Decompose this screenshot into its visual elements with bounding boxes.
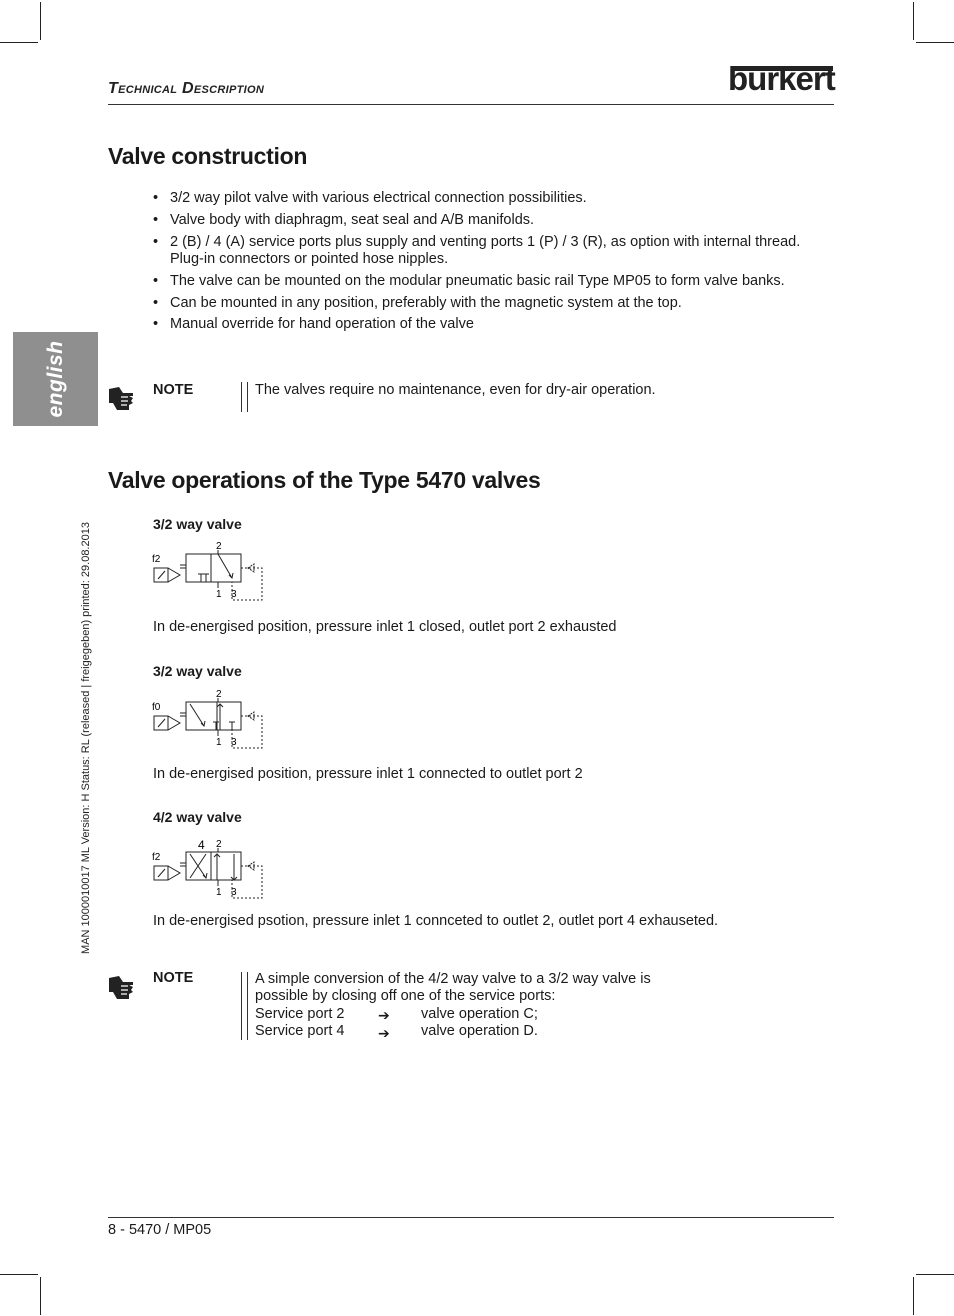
note-text-line: A simple conversion of the 4/2 way valve to a 3/2 way valve is — [255, 971, 651, 987]
crop-mark — [0, 42, 38, 43]
list-item: • 2 (B) / 4 (A) service ports plus supply and venting ports 1 (P) / 3 (R), as option with internal thread. Plug-in connectors or pointed hose nipples. — [153, 234, 833, 269]
port-label-1: 1 — [216, 887, 222, 898]
port-label-3: 3 — [231, 589, 237, 600]
list-item: • 3/2 way pilot valve with various electrical connection possibilities. — [153, 190, 833, 208]
crop-mark — [0, 1274, 38, 1275]
port-label-left: f2 — [152, 852, 161, 863]
language-tab-label: english — [43, 340, 67, 418]
crop-mark — [40, 1277, 41, 1315]
note-divider — [241, 382, 248, 412]
note-divider — [241, 972, 248, 1040]
note-label: NOTE — [153, 970, 194, 986]
valve-description: In de-energised psotion, pressure inlet 1 connceted to outlet 2, outlet port 4 exhauseted. — [153, 913, 719, 929]
valve-heading: 3/2 way valve — [153, 663, 242, 679]
port-label-1: 1 — [216, 589, 222, 600]
header-rule — [108, 104, 834, 105]
construction-bullets — [153, 190, 833, 338]
valve-symbol-4-2 — [150, 836, 270, 904]
port-label-top: 2 — [216, 839, 222, 850]
crop-mark — [916, 1274, 954, 1275]
list-item: • Can be mounted in any position, preferably with the magnetic system at the top. — [153, 295, 833, 313]
port-label-1: 1 — [216, 737, 222, 748]
note-label: NOTE — [153, 382, 194, 398]
crop-mark — [40, 2, 41, 40]
valve-heading: 4/2 way valve — [153, 809, 242, 825]
port-label-left: f2 — [152, 554, 161, 565]
crop-mark — [913, 1277, 914, 1315]
crop-mark — [916, 42, 954, 43]
valve-description: In de-energised position, pressure inlet 1 closed, outlet port 2 exhausted — [153, 619, 617, 635]
port-label-left: f0 — [152, 702, 161, 713]
crop-mark — [913, 2, 914, 40]
list-item: • Valve body with diaphragm, seat seal and A/B manifolds. — [153, 212, 833, 230]
note-text-line: possible by closing off one of the service ports: — [255, 988, 556, 1004]
valve-heading: 3/2 way valve — [153, 516, 242, 532]
page-footer: 8 - 5470 / MP05 — [108, 1222, 212, 1238]
hand-pointing-icon — [107, 972, 137, 1002]
port-label-top: 2 — [216, 541, 222, 552]
document-meta-vertical: MAN 1000010017 ML Version: H Status: RL (released | freigegeben) printed: 29.08.2013 — [80, 522, 92, 954]
valve-symbol-3-2-open — [150, 686, 270, 754]
language-tab — [13, 332, 98, 426]
hand-pointing-icon — [107, 383, 137, 413]
footer-rule — [108, 1217, 834, 1218]
port-label-3: 3 — [231, 737, 237, 748]
header-section-title: Technical Description — [108, 80, 265, 97]
arrow-right-icon: ➔ — [378, 1025, 390, 1041]
note-table-port: Service port 2 — [255, 1006, 345, 1022]
valve-symbol-3-2-closed — [150, 538, 270, 606]
arrow-right-icon: ➔ — [378, 1007, 390, 1023]
port-label-top: 2 — [216, 689, 222, 700]
valve-description: In de-energised position, pressure inlet 1 connected to outlet port 2 — [153, 766, 583, 782]
construction-title: Valve construction — [108, 143, 308, 169]
port-label-4: 4 — [198, 838, 205, 852]
list-item: • Manual override for hand operation of the valve — [153, 316, 833, 334]
note-table-port: Service port 4 — [255, 1023, 345, 1039]
note-table-operation: valve operation C; — [421, 1006, 538, 1022]
note-table-operation: valve operation D. — [421, 1023, 538, 1039]
port-label-3: 3 — [231, 887, 237, 898]
list-item: • The valve can be mounted on the modular pneumatic basic rail Type MP05 to form valve banks. — [153, 273, 833, 291]
operations-title: Valve operations of the Type 5470 valves — [108, 467, 541, 493]
note-text: The valves require no maintenance, even for dry-air operation. — [255, 382, 656, 398]
brand-logo: bürkert — [728, 60, 835, 97]
